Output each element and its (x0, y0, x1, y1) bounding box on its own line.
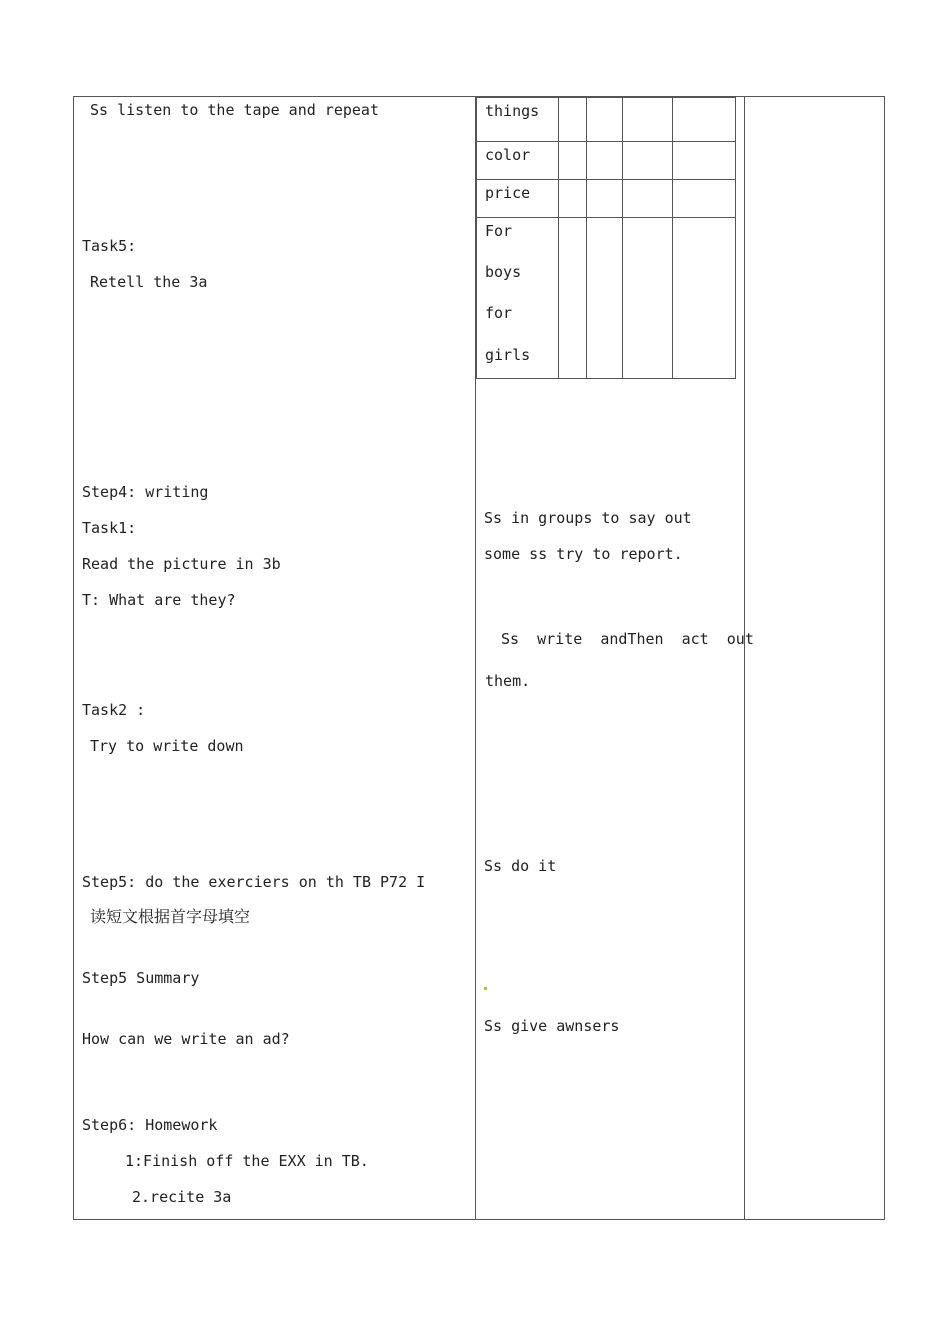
task1-label: Task1: (82, 519, 137, 537)
table-row-price: price (485, 184, 531, 202)
product-info-table (476, 97, 736, 379)
groups-line: Ss in groups to say out (484, 509, 692, 527)
green-dot-mark (484, 987, 487, 990)
table-row-boys: boys (485, 263, 522, 281)
table-row-for: For (485, 222, 513, 240)
read-picture-line: Read the picture in 3b (82, 555, 281, 573)
table-row-for-2: for (485, 304, 513, 322)
step5-label: Step5: do the exerciers on th TB P72 I (82, 873, 426, 891)
homework-item-1: 1:Finish off the EXX in TB. (125, 1152, 369, 1170)
report-line: some ss try to report. (484, 545, 683, 563)
summary-label: Step5 Summary (82, 969, 200, 987)
table-row-girls: girls (485, 346, 531, 364)
table-row-things: things (485, 102, 540, 120)
write-act-line: Ss write andThen act out (501, 630, 754, 648)
task5-label: Task5: (82, 237, 137, 255)
question-line: T: What are they? (82, 591, 236, 609)
homework-item-2: 2.recite 3a (132, 1188, 232, 1206)
listen-line: Ss listen to the tape and repeat (90, 101, 379, 119)
them-line: them. (485, 672, 531, 690)
column-divider-2 (744, 96, 745, 1220)
step4-label: Step4: writing (82, 483, 209, 501)
step5-chinese-line: 读短文根据首字母填空 (90, 907, 251, 926)
how-write-line: How can we write an ad? (82, 1030, 290, 1048)
retell-line: Retell the 3a (90, 273, 208, 291)
table-row-color: color (485, 146, 531, 164)
step6-label: Step6: Homework (82, 1116, 218, 1134)
give-answers-line: Ss give awnsers (484, 1017, 620, 1035)
task2-label: Task2 : (82, 701, 146, 719)
try-write-line: Try to write down (90, 737, 244, 755)
do-it-line: Ss do it (484, 857, 557, 875)
